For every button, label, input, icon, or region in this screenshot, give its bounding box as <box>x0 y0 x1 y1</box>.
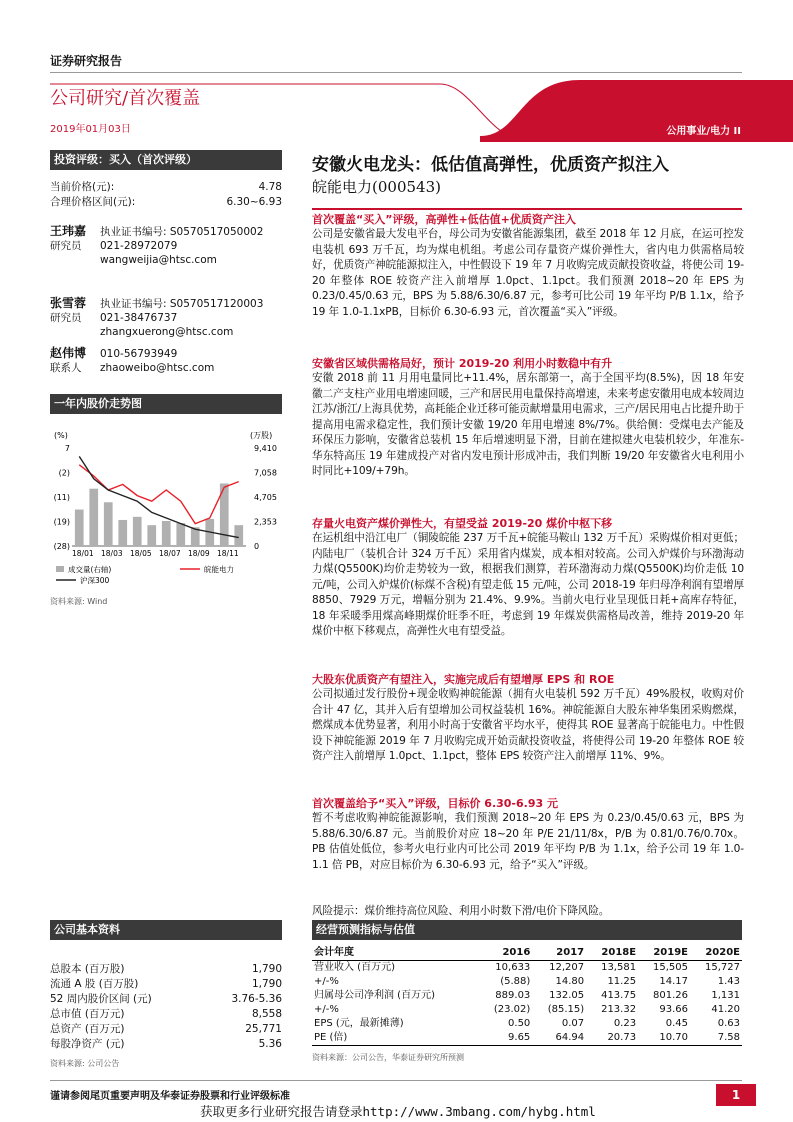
table-row: +/-% (5.88) 14.80 11.25 14.17 1.43 <box>314 976 740 987</box>
forecast-source: 资料来源：公司公告，华泰证券研究所预测 <box>312 1053 464 1062</box>
risk-note: 风险提示：煤价维持高位风险、利用小时数下滑/电价下降风险。 <box>312 905 610 917</box>
y-tick-label: (2) <box>58 468 70 478</box>
stock-name: 皖能电力(000543) <box>312 178 441 196</box>
forecast-bar: 经营预测指标与估值 <box>312 920 742 940</box>
section-text: 在运机组中沿江电厂（铜陵皖能 237 万千瓦+皖能马鞍山 132 万千瓦）采购煤价相对更低；内陆电厂（装机合计 324 万千瓦）采用省内煤炭，成本相对较高。公司入炉煤价与环渤海动力煤(Q5500K)均价走势较为一致，根据我们测算，若环渤海动力煤(Q5500K)均价走低 10 元/吨，公司入炉煤价(标煤不含税)有望走低 15 元/吨，公司 2018-19 年归母净利润有望增厚 8850、7929 万元，增幅分别为 21.4%、9.9%。当前火电行业呈现低日耗+高库存特征，18 年采暖季用煤高峰期煤价旺季不旺，考虑到 19 年煤炭供需格局改善，维持 2019-20 年煤价中枢下移观点，高弹性火电有望受益。 <box>312 532 744 637</box>
y2-tick-label: 9,410 <box>254 444 277 453</box>
rating-bar: 投资评级：买入（首次评级） <box>50 150 282 170</box>
volume-bar <box>89 489 98 546</box>
x-tick-label: 18/07 <box>159 549 181 558</box>
section-heading: 首次覆盖“买入”评级，高弹性+低估值+优质资产注入 <box>312 213 576 226</box>
legend-swatch-volume <box>56 566 64 572</box>
x-tick-label: 18/09 <box>188 549 210 558</box>
right-unit-label: (万股) <box>250 431 273 440</box>
report-category: 公司研究/首次覆盖 <box>50 88 201 109</box>
analyst-block: 赵伟博 010-56793949 联系人 zhaoweibo@htsc.com <box>50 346 215 374</box>
y2-tick-label: 0 <box>254 542 260 551</box>
rating-table <box>50 180 282 210</box>
index-line <box>79 456 239 537</box>
section-supply-demand <box>312 356 744 480</box>
title-divider <box>312 208 742 210</box>
basic-row: 总股本 (百万股) 1,790 <box>50 963 282 975</box>
x-tick-label: 18/03 <box>101 549 123 558</box>
table-header-row: 会计年度 2016 2017 2018E 2019E 2020E <box>312 946 742 961</box>
table-row: +/-% (23.02) (85.15) 213.32 93.66 41.20 <box>314 1004 740 1015</box>
volume-bar <box>118 520 127 546</box>
table-row: 归属母公司净利润 (百万元) 889.03 132.05 413.75 801.26 1,131 <box>314 990 740 1001</box>
section-heading: 安徽省区域供需格局好，预计 2019-20 利用小时数稳中有升 <box>312 357 613 370</box>
y2-tick-label: 2,353 <box>254 517 277 527</box>
analyst-email[interactable]: zhaoweibo@htsc.com <box>100 362 215 374</box>
volume-bar <box>147 525 156 546</box>
report-title: 安徽火电龙头：低估值高弹性，优质资产拟注入 <box>312 155 669 175</box>
y-tick-label: (11) <box>53 493 70 502</box>
forecast-table <box>312 946 742 1046</box>
section-heading: 大股东优质资产有望注入，实施完成后有望增厚 EPS 和 ROE <box>312 673 615 686</box>
analyst-role: 研究员 <box>50 240 82 252</box>
analyst-email[interactable]: zhangxuerong@htsc.com <box>100 326 234 338</box>
basic-row: 流通 A 股 (百万股) 1,790 <box>50 978 282 990</box>
analyst-block: 张雪蓉 执业证书编号: S0570517120003 研究员 021-38476737 zhangxuerong@htsc.com <box>50 296 264 338</box>
analyst-block: 王玮嘉 执业证书编号: S0570517050002 研究员 021-28972079 wangweijia@htsc.com <box>50 224 264 266</box>
basic-row: 总市值 (百万元) 8,558 <box>50 1008 282 1020</box>
section-coal-price <box>312 516 744 640</box>
volume-bar <box>75 510 84 546</box>
volume-bar <box>162 521 171 546</box>
volume-bar <box>176 523 185 546</box>
y2-tick-label: 4,705 <box>254 493 277 502</box>
legend-volume: 成交量(右轴) <box>68 565 112 574</box>
y2-tick-label: 7,058 <box>254 468 277 478</box>
footer-disclaimer: 谨请参阅尾页重要声明及华泰证券股票和行业评级标准 <box>50 1091 290 1102</box>
x-tick-label: 18/05 <box>130 549 152 558</box>
report-date: 2019年01月03日 <box>50 124 131 135</box>
x-tick-label: 18/01 <box>72 549 94 558</box>
footer-divider <box>50 1080 742 1081</box>
basic-row: 总资产 (百万元) 25,771 <box>50 1023 282 1035</box>
basic-source: 资料来源: 公司公告 <box>50 1059 120 1068</box>
footer-link[interactable]: 获取更多行业研究报告请登录http://www.3mbang.com/hybg.html <box>200 1104 596 1119</box>
forecast-table-wrap <box>312 946 744 1063</box>
rating-row: 当前价格(元): 4.78 <box>50 181 282 193</box>
basic-info-bar: 公司基本资料 <box>50 920 282 940</box>
section-heading: 首次覆盖给予“买入”评级，目标价 6.30-6.93 元 <box>312 797 558 810</box>
basic-info-table <box>50 962 282 1052</box>
section-text: 安徽 2018 前 11 月用电量同比+11.4%，居东部第一，高于全国平均(8.5%)，因 18 年安徽二产支柱产业用电增速回暖，三产和居民用电量保持高增速，未来考虑安徽用电成本较周边江苏/浙江/上海具优势，高耗能企业迁移可能贡献增量用电需求，三产/居民用电占比提升助于提高用电需求稳定性，我们预计安徽 19/20 年用电增速 8%/7%。供给侧：受煤电去产能及环保压力影响，安徽省总装机 15 年后增速明显下滑，目前在建拟建火电装机较少，年准东-华东特高压 19 年建成投产对省内发电预计形成冲击，我们判断 19/20 年安徽省火电利用小时同比+109/+79h。 <box>312 372 744 477</box>
section-asset-injection <box>312 672 744 765</box>
basic-row: 52 周内股价区间 (元) 3.76-5.36 <box>50 993 282 1005</box>
volume-bar <box>234 525 243 546</box>
section-rating <box>312 212 744 320</box>
industry-label: 公用事业/电力 II <box>666 126 741 137</box>
analyst-role: 研究员 <box>50 312 82 324</box>
volume-bar <box>133 517 142 546</box>
volume-bar <box>104 502 113 546</box>
analyst-name: 王玮嘉 <box>50 224 87 238</box>
section-heading: 存量火电资产煤价弹性大，有望受益 2019-20 煤价中枢下移 <box>312 517 613 530</box>
section-valuation <box>312 796 744 873</box>
y-tick-label: (19) <box>53 517 70 527</box>
report-type-label: 证券研究报告 <box>50 54 123 68</box>
analyst-email[interactable]: wangweijia@htsc.com <box>100 254 217 266</box>
rating-row: 合理价格区间(元): 6.30~6.93 <box>50 196 282 208</box>
table-row: 营业收入 (百万元) 10,633 12,207 13,581 15,505 15,727 <box>314 962 740 973</box>
analyst-name: 张雪蓉 <box>50 296 87 310</box>
table-row: EPS (元，最新摊薄) 0.50 0.07 0.23 0.45 0.63 <box>314 1018 740 1029</box>
section-text: 公司拟通过发行股份+现金收购神皖能源（拥有火电装机 592 万千瓦）49%股权，收购对价合计 47 亿，其并入后有望增加公司权益装机 16%。神皖能源自大股东神华集团采购燃煤，燃煤成本优势显著，利用小时高于安徽省平均水平，使得其 ROE 显著高于皖能电力。中性假设下神皖能源 2019 年 7 月收购完成开始贡献投资收益，将使得公司 19-20 年整体 ROE 较资产注入前增厚 1.0pct、1.1pct，整体 EPS 较资产注入前增厚 11%、9%。 <box>312 688 744 762</box>
analyst-name: 赵伟博 <box>50 346 87 360</box>
page-number: 1 <box>716 1084 756 1106</box>
section-text: 暂不考虑收购神皖能源影响，我们预测 2018~20 年 EPS 为 0.23/0.45/0.63 元，BPS 为 5.88/6.30/6.87 元。当前股价对应 18~20 年 P/E 21/11/8x，P/B 为 0.81/0.76/0.70x。PB 估值处低位，参考火电行业内可比公司 2019 年平均 P/B 为 1.1x，给予公司 19 年 1.0-1.1 倍 PB，对应目标价为 6.30-6.93 元，给予“买入”评级。 <box>312 812 744 871</box>
legend-index: 沪深300 <box>80 576 110 585</box>
x-tick-label: 18/11 <box>217 549 239 558</box>
y-tick-label: 7 <box>64 444 70 453</box>
table-row: PE (倍) 9.65 64.94 20.73 10.70 7.58 <box>312 1031 742 1046</box>
section-text: 公司是安徽省最大发电平台，母公司为安徽省能源集团，截至 2018 年 12 月底，在运可控发电装机 693 万千瓦，均为煤电机组。考虑公司存量资产煤价弹性大，省内电力供需格局较好，优质资产神皖能源拟注入，中性假设下 19 年 7 月收购完成贡献投资收益，将使公司 19-20 年整体 ROE 较资产注入前增厚 1.0pct、1.1pct。我们预测 2018~20 年 EPS 为 0.23/0.45/0.63 元，BPS 为 5.88/6.30/6.87 元，参考可比公司 19 年平均 P/B 1.1x，给予 19 年 1.0-1.1xPB，目标价 6.30-6.93 元，首次覆盖“买入”评级。 <box>312 228 744 318</box>
basic-row: 每股净资产 (元) 5.36 <box>50 1038 282 1050</box>
price-chart-bar: 一年内股价走势图 <box>50 394 282 414</box>
analyst-role: 联系人 <box>50 362 82 374</box>
left-unit-label: (%) <box>54 431 68 440</box>
chart-source: 资料来源: Wind <box>50 597 108 606</box>
y-tick-label: (28) <box>53 542 70 551</box>
header-divider <box>50 72 742 73</box>
legend-stock: 皖能电力 <box>204 565 234 574</box>
price-chart <box>50 426 282 596</box>
